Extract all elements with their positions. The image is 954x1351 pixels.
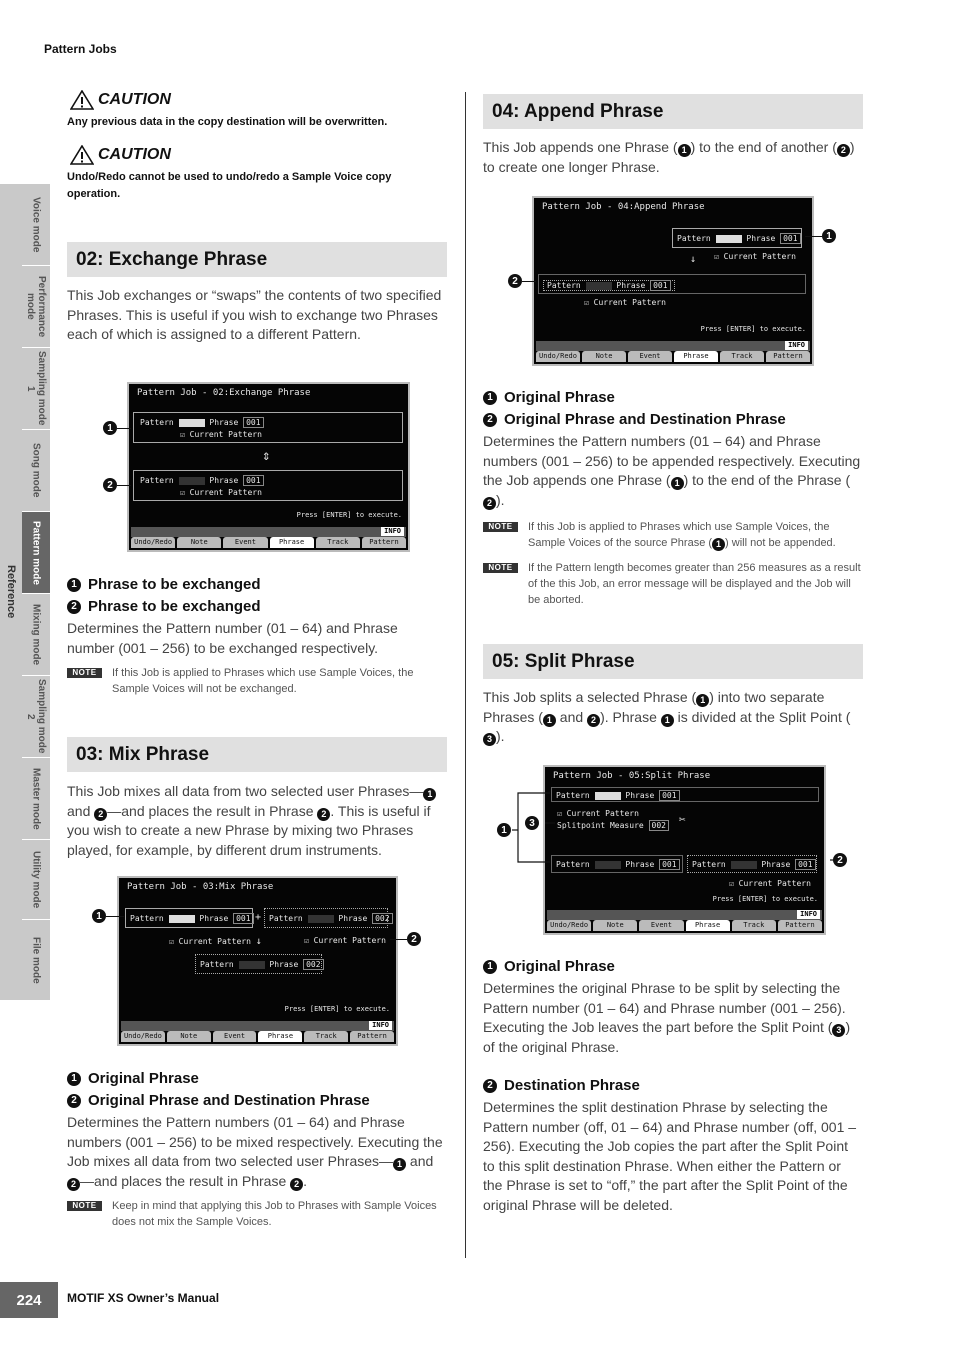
scissors-icon: ✂: [679, 813, 686, 826]
screen-field[interactable]: [586, 282, 612, 290]
screen-label: Pattern: [140, 418, 174, 427]
callout-1: 1: [92, 909, 106, 923]
item-label: Original Phrase: [88, 1070, 199, 1087]
section-intro: [483, 138, 863, 177]
note: [67, 1198, 447, 1230]
text-run: This Job appends one Phrase (: [483, 139, 678, 155]
note: [483, 519, 863, 551]
screen-tab[interactable]: Phrase: [258, 1031, 302, 1042]
callout-2: 2: [103, 478, 117, 492]
screen-press-text: Press [ENTER] to execute.: [700, 325, 806, 333]
callout-line: [805, 236, 822, 237]
down-arrow-icon: ↓: [690, 254, 697, 265]
section-split-phrase: [483, 644, 863, 747]
screen-tab[interactable]: Pattern: [778, 920, 822, 931]
down-arrow-icon: ↓: [255, 936, 262, 947]
screen-bar: [536, 341, 810, 351]
screen-tab[interactable]: Undo/Redo: [536, 351, 580, 362]
section-intro: [67, 782, 447, 860]
circled-number: 1: [483, 960, 497, 974]
note-icon: NOTE: [67, 1201, 102, 1211]
screen-value[interactable]: 001: [233, 913, 253, 924]
circled-number: 1: [67, 1072, 81, 1086]
sidetab-pattern-mode[interactable]: [22, 512, 50, 594]
screen-field[interactable]: [179, 477, 205, 485]
screen-label: Phrase: [338, 914, 368, 923]
item-heading: [483, 387, 863, 409]
text-run: —and places the result in Phrase: [80, 1172, 291, 1189]
mix-items: [67, 1068, 447, 1230]
note: [67, 665, 447, 697]
screen-tabs: [131, 537, 406, 548]
screen-label: Current Pattern: [313, 936, 386, 945]
item-label: Original Phrase: [504, 389, 615, 406]
circled-number: 2: [587, 714, 600, 727]
screen-label: Pattern: [200, 960, 234, 969]
note-icon: NOTE: [483, 522, 518, 532]
caution-label: CAUTION: [98, 146, 171, 163]
screen-box: [672, 228, 802, 248]
screen-label: Pattern: [130, 914, 164, 923]
text-run: ) to create one longer Phrase.: [483, 139, 855, 175]
screen-tabs: [536, 351, 810, 362]
section-append-phrase: [483, 94, 863, 177]
lcd-screen-mix: Pattern Job - 03:Mix Phrase Pattern Phrase 001 + Pattern Phrase 002 ☑ Current Pattern ↓ ☑ Current Pattern Pattern Phrase 002 Press [ENTER] to execute. INFO Undo/Redo Note Event Phrase Track Pattern: [117, 876, 398, 1046]
text-run: ) into two separate Phrases (: [483, 689, 825, 725]
callout-1: 1: [103, 421, 117, 435]
item-label: Phrase to be exchanged: [88, 598, 261, 615]
screen-label: Pattern: [269, 914, 303, 923]
text-run: If this Job is applied to Phrases which use Sample Voices, the Sample Voices of the source Phrase (: [528, 521, 830, 549]
screen-tabs: [121, 1031, 394, 1042]
screen-tab[interactable]: Note: [177, 537, 221, 548]
caution-heading: [70, 145, 447, 165]
circled-number: 2: [483, 413, 497, 427]
text-run: and: [67, 802, 95, 819]
text-run: ) to the end of the Phrase (: [683, 472, 851, 488]
lcd-screen-exchange: [127, 382, 410, 552]
item-heading: [67, 1068, 447, 1090]
lcd-screen-split: Pattern Job - 05:Split Phrase Pattern Phrase 001 ☑ Current Pattern Splitpoint Measure 002 ✂ Pattern Phrase 001 Pattern Phrase 001 ☑ Current Pattern Press [ENTER] to execute. INFO Undo/Redo Note Event Phrase Track Pattern: [543, 765, 826, 935]
append-items: [483, 387, 863, 608]
text-run: This Job mixes all data from two selected user Phrases—: [67, 783, 424, 799]
callout-line: [390, 939, 407, 940]
callout-3: 3: [525, 816, 539, 830]
caution-text: Any previous data in the copy destination will be overwritten.: [67, 116, 388, 128]
screen-tab[interactable]: Phrase: [270, 537, 314, 548]
callout-2: 2: [833, 853, 847, 867]
circled-number: 1: [67, 578, 81, 592]
item-description: Determines the Pattern number (01 – 64) and Phrase number (001 – 256) to be exchanged respectively.: [67, 620, 398, 656]
circled-number: 3: [832, 1024, 845, 1037]
text-run: ) of the original Phrase.: [483, 1019, 851, 1055]
screen-tab[interactable]: Event: [639, 920, 683, 931]
screen-bar: [121, 1021, 394, 1031]
item-label: Destination Phrase: [504, 1077, 640, 1094]
running-header: Pattern Jobs: [44, 42, 117, 56]
screen-label: Current Pattern: [723, 252, 796, 261]
screen-tab[interactable]: Event: [213, 1031, 257, 1042]
lcd-screen-append: Pattern Job - 04:Append Phrase Pattern Phrase 001 ↓ ☑ Current Pattern Pattern Phrase 001 ☑ Current Pattern Press [ENTER] to execute. INFO Undo/Redo Note Event Phrase Track Pattern: [532, 196, 814, 366]
text-run: is divided at the Split Point (: [673, 708, 851, 725]
screen-box: [264, 908, 388, 928]
screen-value[interactable]: 001: [650, 280, 670, 291]
screen-tab[interactable]: Undo/Redo: [547, 920, 591, 931]
circled-number: 1: [696, 694, 709, 707]
screen-tab[interactable]: Note: [593, 920, 637, 931]
screen-press-text: Press [ENTER] to execute.: [284, 1005, 390, 1013]
circled-number: 2: [317, 808, 330, 821]
sidetab-utility-mode[interactable]: [22, 840, 50, 920]
circled-number: 1: [712, 538, 725, 551]
screen-label: Pattern: [556, 791, 590, 800]
screen-label: Phrase: [209, 476, 239, 485]
screen-tab[interactable]: Track: [316, 537, 360, 548]
circled-number: 2: [94, 808, 107, 821]
sidetab-label: File mode: [30, 936, 42, 984]
text-run: —and places the result in Phrase: [107, 802, 318, 819]
sidetab-master-mode[interactable]: [22, 758, 50, 840]
screen-tab[interactable]: Track: [732, 920, 776, 931]
note-text: Keep in mind that applying this Job to Phrases with Sample Voices does not mix the Sample Voices.: [112, 1200, 437, 1228]
caution-text: Undo/Redo cannot be used to undo/redo a Sample Voice copy operation.: [67, 171, 392, 200]
screen-label: Current Pattern: [566, 809, 639, 818]
text-run: ) will not be appended.: [725, 537, 836, 549]
screen-value[interactable]: 002: [372, 913, 392, 924]
text-run: and: [555, 708, 588, 725]
screen-bar: [547, 910, 822, 920]
screen-value[interactable]: 002: [649, 820, 669, 831]
text-run: and: [406, 1153, 434, 1169]
screen-press-text: Press [ENTER] to execute.: [296, 511, 402, 519]
screen-label: Phrase: [199, 914, 229, 923]
circled-number: 2: [837, 144, 850, 157]
circled-number: 1: [423, 788, 436, 801]
screen-press-text: Press [ENTER] to execute.: [712, 895, 818, 903]
section-intro: This Job exchanges or “swaps” the contents of two specified Phrases. This is useful if you wish to exchange two Phrases each of which is assigned to a different Pattern.: [67, 287, 442, 342]
screen-label: Pattern: [677, 234, 711, 243]
screen-tab[interactable]: Pattern: [350, 1031, 394, 1042]
screen-label: Phrase: [269, 960, 299, 969]
screen-tab[interactable]: Phrase: [686, 920, 730, 931]
screen-box: [538, 274, 806, 294]
text-run: . This is useful if you wish to create a new Phrase by mixing two Phrases played, for example, by different drum instruments.: [67, 802, 431, 858]
circled-number: 2: [483, 497, 496, 510]
screen-field[interactable]: [716, 235, 742, 243]
note-text: [528, 519, 863, 551]
split-items: [483, 956, 863, 1215]
screen-tab[interactable]: Note: [582, 351, 626, 362]
screen-label: Phrase: [625, 860, 655, 869]
screen-box: Pattern Phrase 001 ☑ Current Pattern: [133, 412, 403, 443]
sidetab-song-mode[interactable]: [22, 430, 50, 512]
swap-arrow-icon: ⇕: [262, 448, 271, 464]
sidetab-file-mode[interactable]: [22, 920, 50, 1000]
item-description: Determines the split destination Phrase by selecting the Pattern number (off, 01 – 64) and Phrase number (off, 001 – 256). Executing the Job copies the part after the Split Point to this split destination Phrase. When either the Pattern or the Phrase is set to “off,” the part after the Split Point of the original Phrase will be deleted.: [483, 1099, 857, 1213]
screen-tab[interactable]: Track: [720, 351, 764, 362]
warning-triangle-icon: [70, 90, 94, 110]
screen-field[interactable]: [308, 915, 334, 923]
text-run: ) to the end of another (: [690, 139, 837, 155]
screen-field[interactable]: [169, 915, 195, 923]
sidetab-sampling-mode-2[interactable]: [22, 676, 50, 758]
screen-tabs: [547, 920, 822, 931]
screen-label: Current Pattern: [189, 430, 262, 439]
screen-label: Pattern: [556, 860, 590, 869]
screen-bar: [131, 527, 406, 537]
screen-title: Pattern Job - 02:Exchange Phrase: [137, 388, 311, 398]
circled-number: 1: [393, 1158, 406, 1171]
screen-info-button[interactable]: INFO: [797, 910, 820, 919]
callout-1: 1: [497, 823, 511, 837]
page-number: 224: [0, 1282, 58, 1318]
screen-tab[interactable]: Undo/Redo: [131, 537, 175, 548]
screen-value[interactable]: 001: [659, 859, 679, 870]
screen-label: Phrase: [616, 281, 646, 290]
sidetab-label: Voice mode: [30, 196, 42, 253]
reference-text: Reference: [5, 565, 17, 619]
screen-box: [195, 954, 322, 974]
screen-field[interactable]: [239, 961, 265, 969]
screen-label: Current Pattern: [738, 879, 811, 888]
section-heading: 05: Split Phrase: [483, 644, 863, 679]
text-run: This Job splits a selected Phrase (: [483, 689, 697, 705]
item-heading: [483, 409, 863, 431]
callout-1: 1: [822, 229, 836, 243]
screen-label: Current Pattern: [189, 488, 262, 497]
sidetab-label: Pattern mode: [30, 520, 42, 585]
sidetab-label: Sampling mode 2: [25, 679, 47, 754]
circled-number: 2: [483, 1079, 497, 1093]
section-mix-phrase: [67, 737, 447, 860]
sidetab-label: Utility mode: [30, 850, 42, 909]
note-text: If the Pattern length becomes greater than 256 measures as a result of the this Job, an error message will be displayed and the Job will be aborted.: [528, 562, 861, 606]
warning-triangle-icon: [70, 145, 94, 165]
circled-number: 1: [678, 144, 691, 157]
screen-label: Pattern: [692, 860, 726, 869]
callout-2: 2: [407, 932, 421, 946]
screen-value[interactable]: 001: [795, 859, 815, 870]
sidetab-label: Master mode: [30, 767, 42, 830]
manual-title: MOTIF XS Owner’s Manual: [67, 1291, 220, 1305]
column-divider: [465, 92, 466, 1258]
sidetab-label: Performance mode: [25, 275, 47, 338]
circled-number: 2: [290, 1178, 303, 1191]
item-heading: [67, 1090, 447, 1112]
sidetab-performance-mode[interactable]: [22, 266, 50, 348]
screen-tab[interactable]: Pattern: [766, 351, 810, 362]
screen-label: Phrase: [746, 234, 776, 243]
screen-info-button[interactable]: INFO: [785, 341, 808, 350]
screen-tab[interactable]: Undo/Redo: [121, 1031, 165, 1042]
screen-box: [125, 908, 253, 928]
screen-label: Phrase: [209, 418, 239, 427]
screen-label: Splitpoint Measure: [557, 821, 644, 830]
screen-label: Current Pattern: [178, 937, 251, 946]
callout-line: [522, 281, 536, 282]
screen-box: Pattern Phrase 001 ☑ Current Pattern: [133, 470, 403, 501]
screen-label: Phrase: [761, 860, 791, 869]
split-bracket-lines: [500, 780, 860, 880]
screen-value[interactable]: 001: [780, 233, 800, 244]
exchange-items: [67, 574, 447, 697]
text-run: ).: [496, 728, 505, 744]
callout-line: [117, 428, 131, 429]
circled-number: 1: [671, 477, 684, 490]
screen-label: Pattern: [140, 476, 174, 485]
section-exchange-phrase: [67, 242, 447, 345]
note-icon: NOTE: [67, 668, 102, 678]
sidetab-mixing-mode[interactable]: [22, 594, 50, 676]
item-description: [67, 1113, 447, 1191]
circled-number: 2: [67, 1178, 80, 1191]
sidetab-label: Sampling mode 1: [25, 351, 47, 426]
screen-label: Current Pattern: [593, 298, 666, 307]
screen-tab[interactable]: Track: [304, 1031, 348, 1042]
circled-number: 1: [543, 714, 556, 727]
note-text: If this Job is applied to Phrases which use Sample Voices, the Sample Voices will not be exchanged.: [112, 667, 414, 695]
text-run: ).: [496, 491, 505, 508]
section-heading: 02: Exchange Phrase: [67, 242, 447, 277]
screen-tab[interactable]: Pattern: [362, 537, 406, 548]
caution-heading: [70, 90, 447, 110]
screen-tab[interactable]: Note: [167, 1031, 211, 1042]
item-heading: [483, 956, 863, 978]
screen-label: Pattern: [547, 281, 581, 290]
screen-tab[interactable]: Event: [223, 537, 267, 548]
left-column: [67, 90, 447, 203]
item-label: Original Phrase: [504, 958, 615, 975]
section-heading: 03: Mix Phrase: [67, 737, 447, 772]
item-heading: [67, 596, 447, 618]
circled-number: 3: [483, 733, 496, 746]
section-intro: [483, 688, 863, 747]
text-run: Determines the Pattern numbers (01 – 64) and Phrase numbers (001 – 256) to be mixed respectively. Executing the Job mixes all data from two selected user Phrases—: [67, 1114, 443, 1169]
screen-title: Pattern Job - 04:Append Phrase: [542, 202, 705, 212]
circled-number: 2: [67, 600, 81, 614]
screen-info-button[interactable]: INFO: [381, 527, 404, 536]
section-heading: 04: Append Phrase: [483, 94, 863, 129]
screen-value[interactable]: 002: [303, 959, 323, 970]
plus-icon: +: [255, 912, 262, 923]
text-run: ). Phrase: [600, 708, 661, 725]
circled-number: 1: [483, 391, 497, 405]
screen-title: Pattern Job - 03:Mix Phrase: [127, 882, 274, 892]
text-run: Determines the Pattern numbers (01 – 64) and Phrase numbers (001 – 256) to be appended respectively. Executing the Job appends one Phrase (: [483, 433, 861, 488]
text-run: Determines the original Phrase to be split by selecting the Pattern number (01 – 64) and Phrase number (001 – 256). Executing the Job leaves the part before the Split Point (: [483, 980, 846, 1035]
screen-value[interactable]: 001: [659, 790, 679, 801]
text-run: .: [303, 1172, 308, 1189]
item-description: [483, 432, 863, 510]
item-label: Phrase to be exchanged: [88, 576, 261, 593]
sidetab-sampling-mode-1[interactable]: [22, 348, 50, 430]
callout-line: [106, 916, 124, 917]
callout-2: 2: [508, 274, 522, 288]
screen-label: Phrase: [625, 791, 655, 800]
caution-label: CAUTION: [98, 91, 171, 108]
note-icon: NOTE: [483, 563, 518, 573]
reference-label: [0, 184, 22, 1000]
screen-tab[interactable]: Phrase: [674, 351, 718, 362]
screen-value[interactable]: 001: [243, 417, 263, 428]
note: [483, 560, 863, 608]
sidetab-label: Song mode: [30, 443, 42, 498]
screen-title: Pattern Job - 05:Split Phrase: [553, 771, 711, 781]
circled-number: 1: [661, 714, 674, 727]
screen-info-button[interactable]: INFO: [369, 1021, 392, 1030]
item-label: Original Phrase and Destination Phrase: [504, 411, 786, 428]
item-label: Original Phrase and Destination Phrase: [88, 1092, 370, 1109]
item-description: [483, 979, 863, 1057]
sidetab-voice-mode[interactable]: [22, 184, 50, 266]
callout-line: [117, 485, 131, 486]
screen-tab[interactable]: Event: [628, 351, 672, 362]
item-heading: [67, 574, 447, 596]
item-heading: [483, 1075, 863, 1097]
screen-field[interactable]: [179, 419, 205, 427]
screen-value[interactable]: 001: [243, 475, 263, 486]
sidetab-label: Mixing mode: [30, 603, 42, 666]
circled-number: 2: [67, 1094, 81, 1108]
